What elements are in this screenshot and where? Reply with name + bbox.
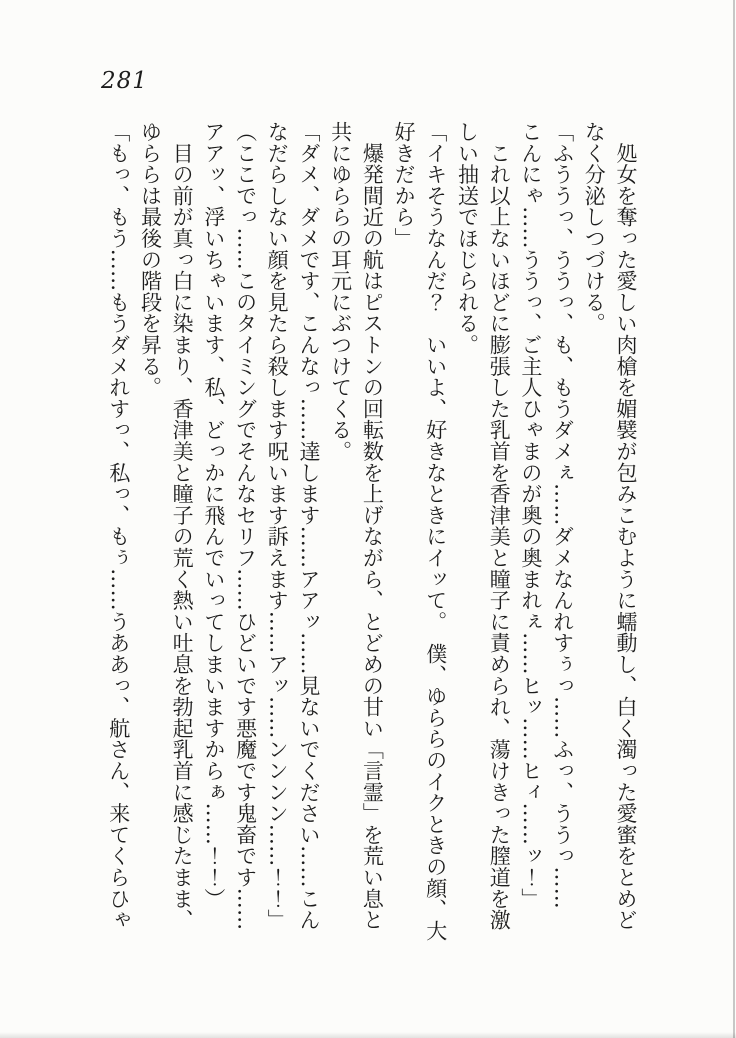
text-line: 共にゆららの耳元にぶつけてくる。 (328, 121, 353, 462)
text-columns (102, 121, 641, 953)
text-line: ゆららは最後の階段を昇る。 (138, 121, 163, 398)
text-line: 「ダメ、ダメです、こんなっ……達します……アアッ……見ないでください……こん (296, 121, 321, 931)
page-number: 281 (101, 68, 148, 94)
text-line: （ここでっ……このタイミングでそんなセリフ……ひどいです悪魔です鬼畜です…… (233, 121, 258, 931)
text-line: 「イキそうなんだ？ いいよ、好きなときにイッて。 僕、ゆららのイクときの顔、大 (423, 121, 448, 942)
scan-edge-line (733, 0, 735, 1038)
text-line: 「もっ、もう……もうダメれすっ、私っ、もぅ……うああっ、航さん、来てくらひゃ (106, 121, 131, 931)
text-line: なだらしない顔を見たら殺します呪います訴えます……アッ……ンンンン……！！」 (265, 121, 290, 931)
text-line: 好きだから」 (392, 121, 417, 249)
text-line: 処女を奪った愛しい肉槍を媚襞が包みこむように蠕動し、白く濁った愛蜜をとめど (614, 121, 638, 931)
text-line: これ以上ないほどに膨張した乳首を香津美と瞳子に責められ、蕩けきった膣道を激 (487, 121, 512, 931)
text-line: 爆発間近の航はピストンの回転数を上げながら、とどめの甘い「言霊」を荒い息と (360, 121, 385, 931)
text-line: しい抽送でほじられる。 (455, 121, 480, 356)
text-line: 「ふううっ、ううっ、も、もうダメぇ……ダメなんれすぅっ……ふっ、ううっ…… (550, 121, 575, 910)
scan-bottom-shadow (0, 1032, 736, 1038)
text-line: アアッ、浮いちゃいます、私、どっかに飛んでいってしまいますからぁ……！！） (201, 121, 226, 910)
text-line: なく分泌しつづける。 (582, 121, 607, 334)
text-line: こんにゃ……ううっ、ご主人ひゃまのが奥の奥まれぇ……ヒッ……ヒィ……ッ！」 (518, 121, 543, 910)
text-line: 目の前が真っ白に染まり、香津美と瞳子の荒く熱い吐息を勃起乳首に感じたまま、 (170, 121, 195, 931)
